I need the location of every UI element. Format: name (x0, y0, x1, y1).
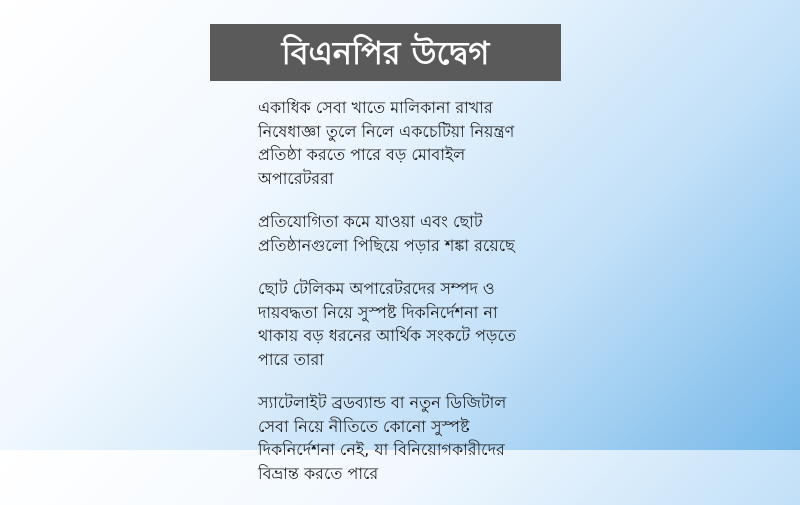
paragraph-4 (258, 391, 558, 485)
paragraph-line: স্যাটেলাইট ব্রডব্যান্ড বা নতুন ডিজিটাল (258, 393, 507, 412)
paragraph-line: নিষেধাজ্ঞা তুলে নিলে একচেটিয়া নিয়ন্ত্রণ (258, 121, 515, 141)
paragraph-line: প্রতিষ্ঠা করতে পারে বড় মোবাইল (258, 145, 466, 164)
paragraph-line: প্রতিষ্ঠানগুলো পিছিয়ে পড়ার শঙ্কা রয়েছে (258, 235, 515, 255)
paragraph-line: দায়বদ্ধতা নিয়ে সুস্পষ্ট দিকনির্দেশনা না (258, 302, 498, 322)
paragraph-line: অপারেটররা (258, 168, 334, 188)
paragraph-1 (258, 96, 558, 190)
page-title: বিএনপির উদ্বেগ (281, 33, 490, 72)
paragraph-line: সেবা নিয়ে নীতিতে কোনো সুস্পষ্ট (258, 416, 470, 436)
paragraph-line: বিভ্রান্ত করতে পারে (258, 463, 379, 483)
paragraph-2 (258, 210, 558, 257)
paragraph-line: প্রতিযোগিতা কমে যাওয়া এবং ছোট (258, 212, 483, 231)
paragraph-line: ছোট টেলিকম অপারেটরদের সম্পদ ও (258, 279, 495, 298)
paragraph-line: একাধিক সেবা খাতে মালিকানা রাখার (258, 98, 493, 117)
paragraph-line: থাকায় বড় ধরনের আর্থিক সংকটে পড়তে (258, 326, 516, 345)
paragraph-line: দিকনির্দেশনা নেই, যা বিনিয়োগকারীদের (258, 440, 505, 459)
paragraph-3 (258, 277, 558, 371)
paragraph-line: পারে তারা (258, 349, 324, 369)
content-body (258, 96, 558, 505)
title-banner (210, 24, 561, 81)
